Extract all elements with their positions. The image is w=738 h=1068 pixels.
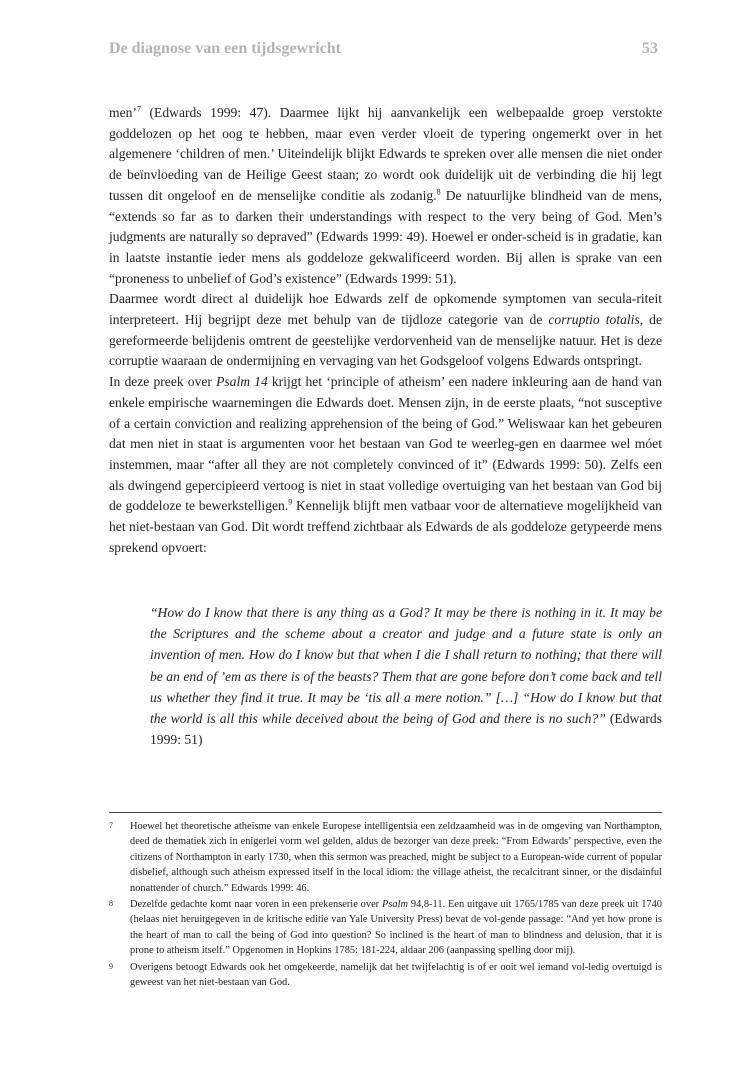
paragraph-3-italic: Psalm 14 (216, 374, 268, 390)
footnote-8-text-a: Dezelfde gedachte komt naar voren in een prekenserie over (130, 899, 383, 911)
paragraph-1-text-b: (Edwards 1999: 47). Daarmee lijkt hij aanvankelijk een welbepaalde groep verstokte goddelozen op het oog te hebben, maar even verder vloeit de typering ongemerkt over in het algemenere ‘children of men.’ Uiteindelijk blijkt Edwards te spreken over alle mensen die niet onder de beïnvloeding van de Heilige Geest staan; zo wordt ook duidelijk uit de verbinding die hij legt tussen dit ongeloof en de menselijke conditie als zodanig. (109, 105, 662, 203)
footnote-7 (109, 819, 662, 896)
paragraph-3-text-c: Kennelijk blijft men vatbaar voor de alternatieve mogelijkheid van het niet-bestaan van God. Dit wordt treffend zichtbaar als Edwards de als goddeloze getypeerde mens sprekend opvoert: (109, 498, 662, 555)
footnote-8-text-b: 94,8-11. Een uitgave uit 1765/1785 van deze preek uit 1740 (helaas niet heruitgegeven in de kritische editie van Yale University Press) bevat de vol-gende passage: “And yet how prone is the heart of man to call the being of God into question? So inclined is the heart of man to blindness and delusion, that it is prone to atheism itself.” Opgenomen in Hopkins 1785: 181-224, aldaar 206 (aanpassing spelling door mij). (130, 899, 662, 957)
footnote-number: 9 (109, 961, 113, 971)
footnote-9 (109, 960, 662, 991)
footnote-number: 7 (109, 821, 113, 830)
quote-text: “How do I know that there is any thing as a God? It may be there is nothing in it. It may be the Scriptures and the scheme about a creator and judge and a future state is only an invention of men. How do I know but that when I die I shall return to nothing; that there will be an end of ’em as there is of the beasts? Them that are gone before don’t come back and tell us whether they find it true. It may be ‘tis all a mere notion.” […] “How do I know but that the world is all this while deceived about the being of God and there is no such?” (150, 605, 662, 727)
footnote-ref-9[interactable]: 9 (288, 497, 293, 507)
paragraph-1-text-c: De natuurlijke blindheid van de mens, “extends so far as to darken their understandings with respect to the very being of God. Men’s judgments are naturally so depraved” (Edwards 1999: 49). Hoewel er onder-scheid is in gradatie, kan in laatste instantie ieder mens als goddeloze gekwalificeerd worden. Bij allen is sprake van een “proneness to unbelief of God’s existence” (Edwards 1999: 51). (109, 187, 662, 286)
paragraph-3 (109, 372, 662, 558)
footnote-8 (109, 897, 662, 959)
footnote-ref-8[interactable]: 8 (436, 187, 441, 197)
paragraph-2-text-a: Daarmee wordt direct al duidelijk hoe Edwards zelf de opkomende symptomen van secula-riteit interpreteert. Hij begrijpt deze met behulp van de tijdloze categorie van de (109, 291, 662, 328)
paragraph-3-text-b: krijgt het ‘principle of atheism’ een nadere inkleuring aan de hand van enkele empirische waarnemingen die Edwards doet. Mensen zijn, in de eerste plaats, “not susceptive of a certain conviction and realizing apprehension of the being of God.” Weliswaar kan het gebeuren dat men niet in staat is argumenten voor het bestaan van God te weerleg-gen en daarmee wel móet instemmen, maar “after all they are not completely convinced of it” (Edwards 1999: 50). Zelfs een als dwingend gepercipieerd vertoog is niet in staat volledige overtuiging van het bestaan van God bij de goddeloze te bewerkstelligen. (109, 374, 662, 514)
page-number: 53 (642, 40, 658, 57)
footnote-ref-7[interactable]: 7 (136, 104, 141, 114)
footnote-text: Hoewel het theoretische atheïsme van enkele Europese intelligentsia een zeldzaamheid was in de omgeving van Northampton, deed de thematiek zich in enigerlei vorm wel gelden, aldus de bezorger van deze preek: “From Edwards’ perspective, even the citizens of Northampton in early 1730, when this sermon was preached, might be subject to a European-wide current of popular disbelief, although such atheism expressed itself in the local idiom: the village atheist, the recalcitrant sinner, or the disdainful nonattender of church.” Edwards 1999: 46. (130, 821, 662, 894)
paragraph-3-text-a: In deze preek over (109, 374, 217, 390)
paragraph-2-text-b: , de gereformeerde belijdenis omtrent de geestelijke verdorvenheid van de menselijke natuur. Het is deze corruptie waaraan de ondermijning en vervaging van het Godsgeloof volgens Edwards ontspringt. (109, 312, 662, 369)
paragraph-2 (109, 289, 662, 372)
paragraph-1 (109, 103, 662, 289)
paragraph-1-text-a: men’ (109, 105, 137, 120)
footnote-number: 8 (109, 899, 113, 909)
footnote-text (130, 897, 662, 959)
footnote-divider (109, 812, 662, 813)
quote-citation: (Edwards 1999: 51) (150, 711, 662, 748)
running-title: De diagnose van een tijdsgewricht (109, 40, 341, 57)
footnote-8-italic: Psalm (382, 899, 408, 911)
running-header (109, 40, 658, 58)
block-quote (150, 602, 662, 750)
body-text (109, 103, 662, 558)
footnote-text: Overigens betoogt Edwards ook het omgekeerde, namelijk dat het twijfelachtig is of er ooit wel iemand vol-ledig overtuigd is geweest van het niet-bestaan van God. (130, 961, 662, 989)
footnotes (109, 819, 662, 991)
paragraph-2-italic: corruptio totalis (548, 312, 640, 328)
